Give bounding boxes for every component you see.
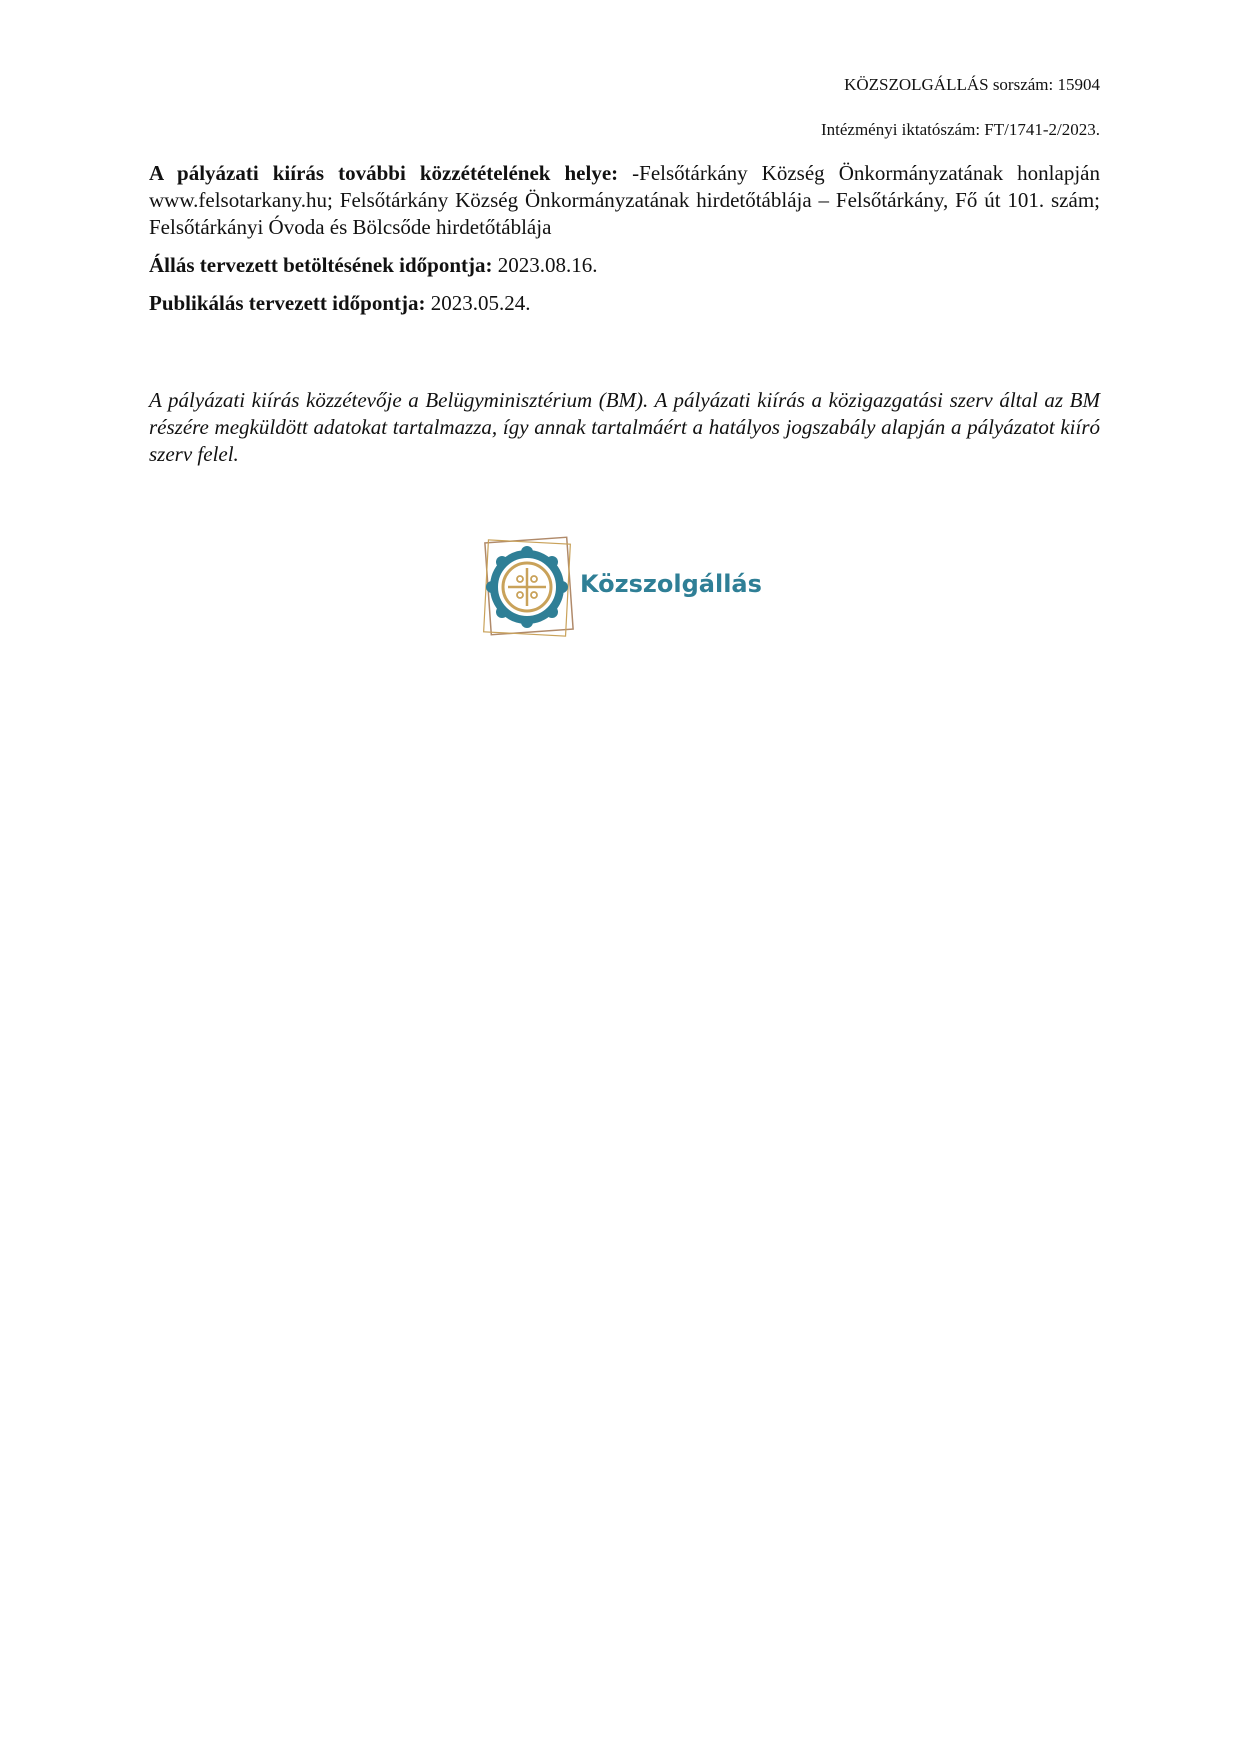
- publication-date-label: Publikálás tervezett időpontja:: [149, 291, 426, 315]
- publish-place-value: -Felsőtárkány Község Önkormányzatának honlapján www.felsotarkany.hu; Felsőtárkány Község Önkormányzatának hirdetőtáblája – Felsőtárkány, Fő út 101. szám; Felsőtárkányi Óvoda és Bölcsőde hirdetőtáblája: [149, 161, 1100, 239]
- publication-date-paragraph: [149, 290, 1100, 317]
- disclaimer-paragraph: A pályázati kiírás közzétevője a Belügyminisztérium (BM). A pályázati kiírás a közigazgatási szerv által az BM részére megküldött adatokat tartalmazza, így annak tartalmáért a hatályos jogszabály alapján a pályázatot kiíró szerv felel.: [149, 388, 1100, 466]
- kozszolgallas-logo: [478, 532, 778, 642]
- fill-date-value: 2023.08.16.: [492, 253, 598, 277]
- publish-place-paragraph: [149, 160, 1100, 241]
- document-content: [149, 70, 1100, 468]
- registry-number: Intézményi iktatószám: FT/1741-2/2023.: [820, 120, 1100, 139]
- fill-date-paragraph: [149, 252, 1100, 279]
- fill-date-label: Állás tervezett betöltésének időpontja:: [149, 253, 493, 277]
- serial-number: KÖZSZOLGÁLLÁS sorszám: 15904: [844, 75, 1100, 94]
- kozszolgallas-emblem-icon: [478, 532, 578, 642]
- logo-wordmark: Közszolgállás: [580, 570, 762, 598]
- publish-place-label: A pályázati kiírás további közzétételének helye:: [149, 161, 619, 185]
- publication-date-value: 2023.05.24.: [425, 291, 531, 315]
